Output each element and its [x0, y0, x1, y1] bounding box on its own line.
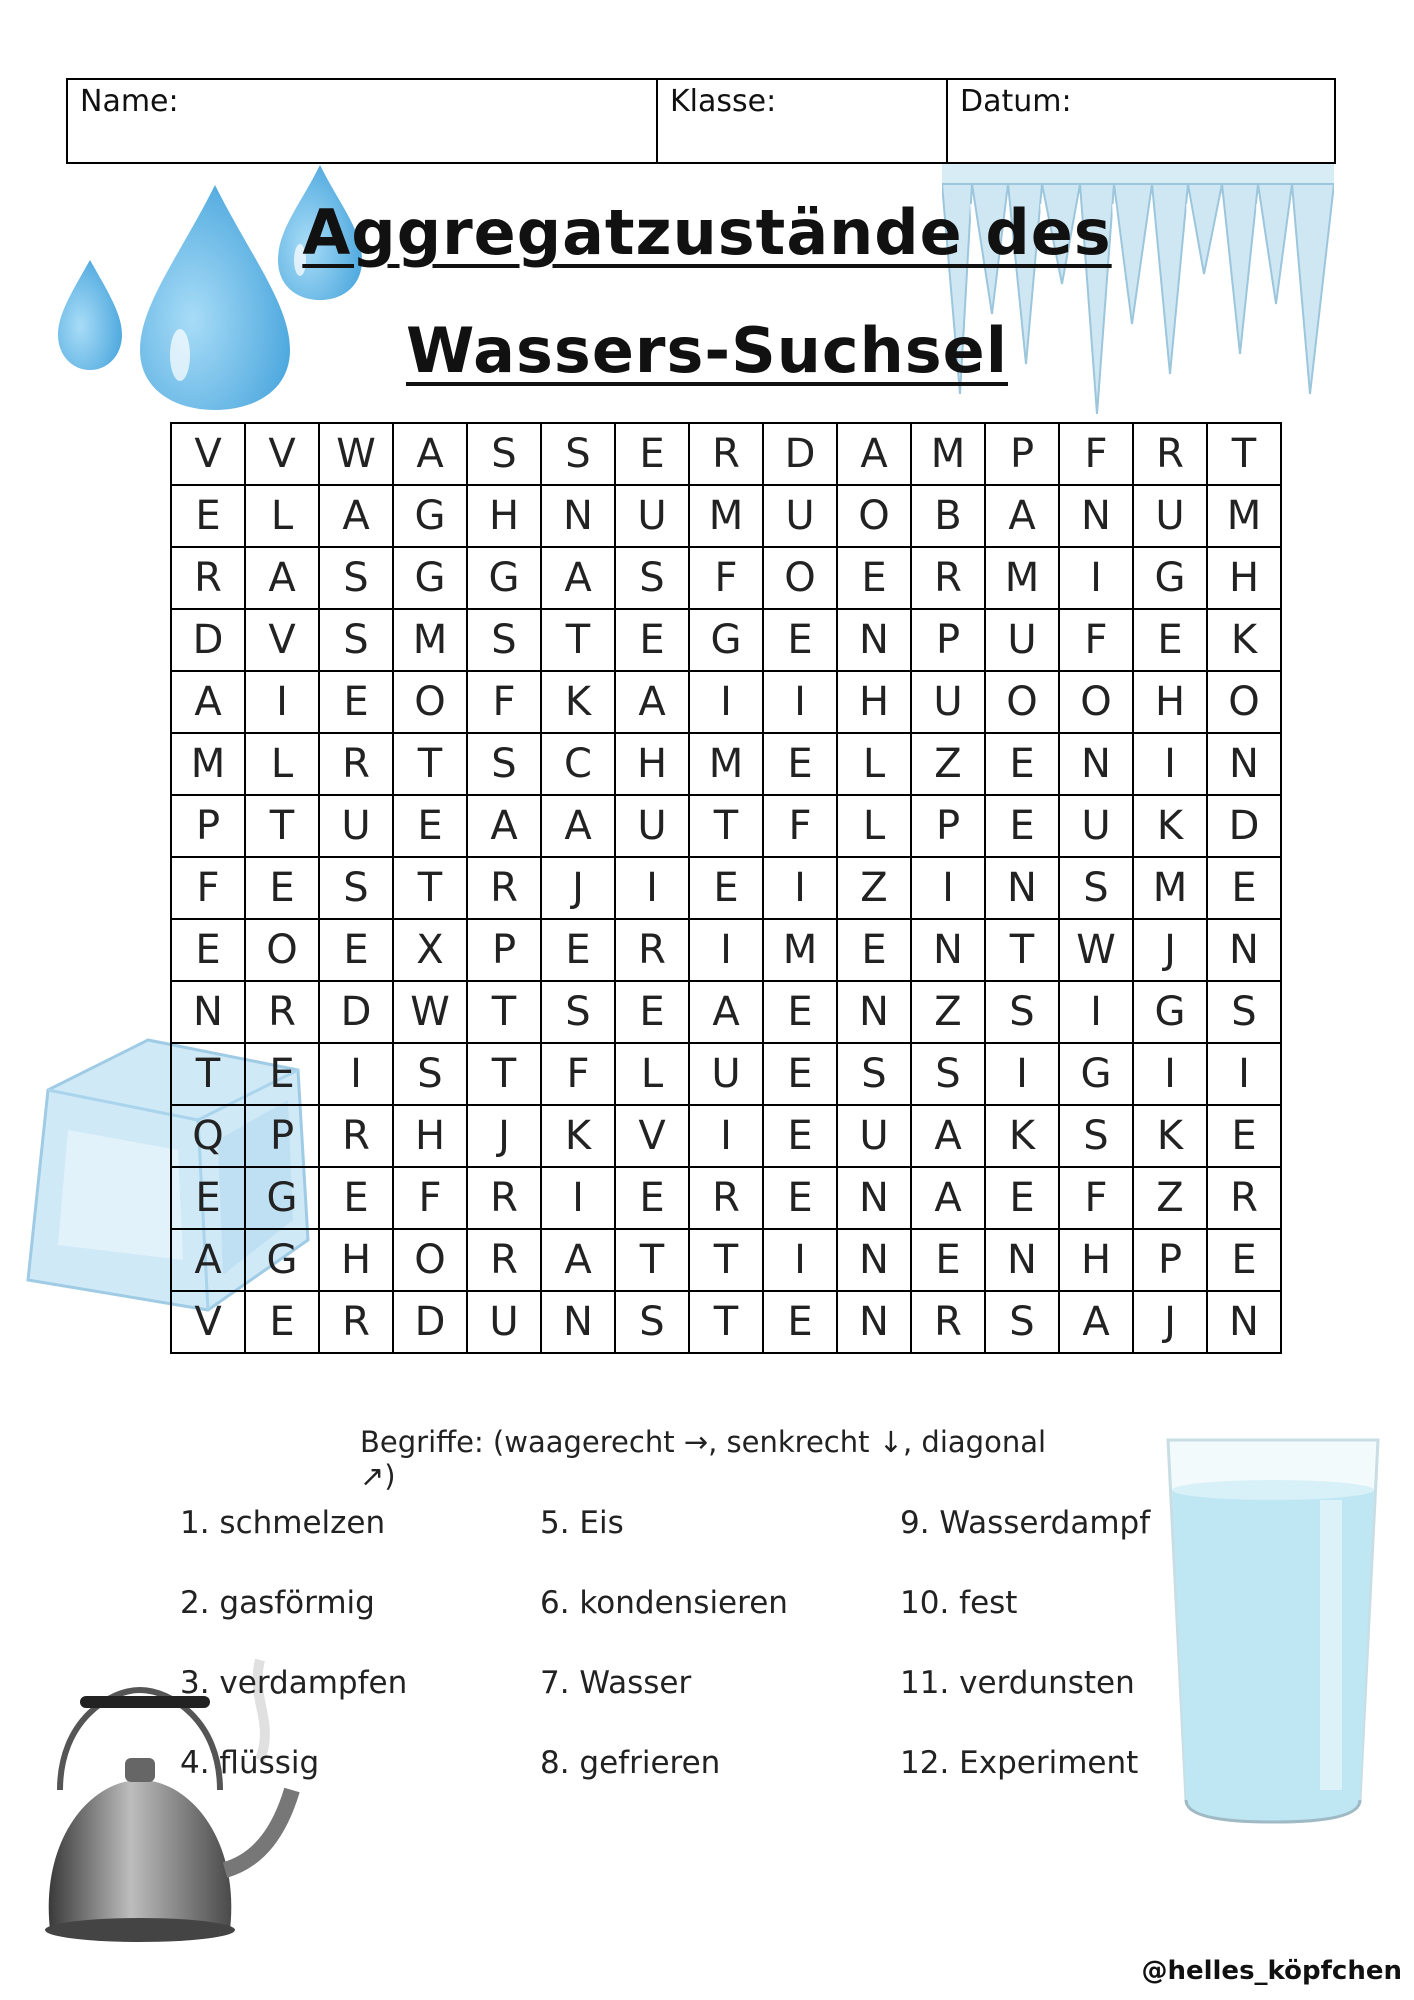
grid-cell[interactable]: E: [763, 1291, 837, 1353]
term-2: 2. gasförmig: [180, 1585, 375, 1621]
grid-cell[interactable]: M: [171, 733, 245, 795]
grid-cell[interactable]: V: [245, 423, 319, 485]
grid-row: [171, 423, 1281, 485]
grid-cell[interactable]: O: [985, 671, 1059, 733]
grid-cell[interactable]: R: [171, 547, 245, 609]
grid-cell[interactable]: E: [763, 1105, 837, 1167]
grid-cell[interactable]: A: [393, 423, 467, 485]
grid-cell[interactable]: N: [837, 981, 911, 1043]
grid-cell[interactable]: T: [689, 795, 763, 857]
grid-cell[interactable]: S: [467, 733, 541, 795]
grid-cell[interactable]: L: [615, 1043, 689, 1105]
grid-cell[interactable]: O: [393, 1229, 467, 1291]
grid-cell[interactable]: S: [1059, 1105, 1133, 1167]
grid-cell[interactable]: S: [319, 857, 393, 919]
grid-cell[interactable]: E: [689, 857, 763, 919]
grid-cell[interactable]: I: [689, 671, 763, 733]
grid-cell[interactable]: I: [689, 919, 763, 981]
grid-cell[interactable]: I: [319, 1043, 393, 1105]
grid-cell[interactable]: N: [985, 1229, 1059, 1291]
grid-cell[interactable]: A: [319, 485, 393, 547]
grid-cell[interactable]: W: [393, 981, 467, 1043]
grid-cell[interactable]: I: [245, 671, 319, 733]
grid-cell[interactable]: D: [1207, 795, 1281, 857]
grid-cell[interactable]: T: [467, 981, 541, 1043]
grid-cell[interactable]: E: [763, 733, 837, 795]
grid-cell[interactable]: E: [319, 1167, 393, 1229]
grid-cell[interactable]: Z: [1133, 1167, 1207, 1229]
grid-cell[interactable]: R: [467, 1229, 541, 1291]
grid-cell[interactable]: S: [319, 547, 393, 609]
grid-cell[interactable]: O: [1207, 671, 1281, 733]
grid-cell[interactable]: L: [245, 733, 319, 795]
grid-cell[interactable]: N: [171, 981, 245, 1043]
grid-cell[interactable]: O: [763, 547, 837, 609]
grid-cell[interactable]: A: [171, 671, 245, 733]
grid-cell[interactable]: D: [171, 609, 245, 671]
grid-cell[interactable]: S: [467, 609, 541, 671]
grid-cell[interactable]: E: [763, 1167, 837, 1229]
grid-row: [171, 1167, 1281, 1229]
grid-cell[interactable]: E: [985, 795, 1059, 857]
grid-cell[interactable]: D: [319, 981, 393, 1043]
grid-cell[interactable]: S: [467, 423, 541, 485]
grid-cell[interactable]: G: [393, 547, 467, 609]
grid-cell[interactable]: Z: [911, 981, 985, 1043]
name-field[interactable]: [68, 80, 658, 162]
term-3: 3. verdampfen: [180, 1665, 408, 1701]
term-4: 4. flüssig: [180, 1745, 320, 1781]
grid-cell[interactable]: T: [985, 919, 1059, 981]
grid-cell[interactable]: U: [985, 609, 1059, 671]
grid-cell[interactable]: E: [615, 423, 689, 485]
grid-row: [171, 1229, 1281, 1291]
grid-cell[interactable]: F: [1059, 423, 1133, 485]
grid-cell[interactable]: E: [171, 919, 245, 981]
grid-cell[interactable]: E: [615, 609, 689, 671]
grid-cell[interactable]: L: [837, 733, 911, 795]
grid-cell[interactable]: I: [911, 857, 985, 919]
class-field[interactable]: [658, 80, 948, 162]
grid-cell[interactable]: E: [615, 1167, 689, 1229]
grid-cell[interactable]: R: [319, 1291, 393, 1353]
grid-cell[interactable]: G: [245, 1167, 319, 1229]
grid-cell[interactable]: E: [837, 919, 911, 981]
grid-cell[interactable]: O: [837, 485, 911, 547]
grid-cell[interactable]: M: [1133, 857, 1207, 919]
grid-cell[interactable]: N: [985, 857, 1059, 919]
class-label: Klasse:: [670, 84, 777, 119]
grid-cell[interactable]: S: [1059, 857, 1133, 919]
grid-cell[interactable]: R: [911, 547, 985, 609]
grid-cell[interactable]: M: [689, 733, 763, 795]
grid-cell[interactable]: V: [171, 1291, 245, 1353]
grid-cell[interactable]: M: [393, 609, 467, 671]
grid-cell[interactable]: U: [911, 671, 985, 733]
grid-cell[interactable]: E: [245, 1043, 319, 1105]
grid-cell[interactable]: E: [615, 981, 689, 1043]
grid-cell[interactable]: P: [245, 1105, 319, 1167]
grid-cell[interactable]: A: [171, 1229, 245, 1291]
grid-cell[interactable]: G: [689, 609, 763, 671]
grid-cell[interactable]: I: [615, 857, 689, 919]
grid-cell[interactable]: U: [319, 795, 393, 857]
grid-row: [171, 547, 1281, 609]
grid-cell[interactable]: R: [319, 733, 393, 795]
grid-cell[interactable]: I: [1133, 733, 1207, 795]
grid-cell[interactable]: N: [837, 1229, 911, 1291]
grid-row: [171, 981, 1281, 1043]
grid-cell[interactable]: E: [985, 733, 1059, 795]
grid-cell[interactable]: R: [467, 857, 541, 919]
grid-cell[interactable]: S: [985, 981, 1059, 1043]
grid-cell[interactable]: H: [837, 671, 911, 733]
title-line-2: Wassers-Suchsel: [406, 314, 1008, 387]
grid-cell[interactable]: C: [541, 733, 615, 795]
grid-cell[interactable]: U: [1133, 485, 1207, 547]
grid-cell[interactable]: E: [1207, 857, 1281, 919]
grid-cell[interactable]: Z: [837, 857, 911, 919]
term-9: 9. Wasserdampf: [900, 1505, 1151, 1541]
grid-cell[interactable]: S: [393, 1043, 467, 1105]
grid-row: [171, 609, 1281, 671]
grid-cell[interactable]: Z: [911, 733, 985, 795]
grid-cell[interactable]: K: [1133, 795, 1207, 857]
grid-cell[interactable]: J: [1133, 1291, 1207, 1353]
grid-cell[interactable]: I: [763, 857, 837, 919]
grid-cell[interactable]: J: [1133, 919, 1207, 981]
grid-cell[interactable]: A: [467, 795, 541, 857]
grid-cell[interactable]: F: [171, 857, 245, 919]
grid-cell[interactable]: P: [467, 919, 541, 981]
water-glass-icon: [1160, 1430, 1386, 1830]
grid-cell[interactable]: H: [467, 485, 541, 547]
grid-cell[interactable]: O: [1059, 671, 1133, 733]
grid-cell[interactable]: V: [615, 1105, 689, 1167]
grid-cell[interactable]: R: [911, 1291, 985, 1353]
grid-cell[interactable]: P: [1133, 1229, 1207, 1291]
grid-cell[interactable]: L: [837, 795, 911, 857]
grid-cell[interactable]: A: [985, 485, 1059, 547]
puzzle-grid: [170, 422, 1282, 1354]
term-5: 5. Eis: [540, 1505, 624, 1541]
grid-cell[interactable]: E: [171, 1167, 245, 1229]
grid-cell[interactable]: N: [1207, 919, 1281, 981]
term-7: 7. Wasser: [540, 1665, 692, 1701]
grid-cell[interactable]: F: [393, 1167, 467, 1229]
grid-cell[interactable]: U: [615, 795, 689, 857]
grid-cell[interactable]: E: [837, 547, 911, 609]
grid-cell[interactable]: F: [467, 671, 541, 733]
name-label: Name:: [80, 84, 179, 119]
grid-cell[interactable]: S: [1207, 981, 1281, 1043]
grid-cell[interactable]: I: [1059, 547, 1133, 609]
grid-cell[interactable]: E: [319, 671, 393, 733]
grid-cell[interactable]: I: [689, 1105, 763, 1167]
grid-cell[interactable]: P: [911, 795, 985, 857]
grid-cell[interactable]: S: [911, 1043, 985, 1105]
grid-row: [171, 1291, 1281, 1353]
grid-row: [171, 1105, 1281, 1167]
grid-cell[interactable]: G: [1133, 981, 1207, 1043]
grid-cell[interactable]: I: [1059, 981, 1133, 1043]
term-10: 10. fest: [900, 1585, 1018, 1621]
grid-cell[interactable]: N: [1059, 733, 1133, 795]
grid-cell[interactable]: R: [689, 1167, 763, 1229]
grid-cell[interactable]: F: [1059, 609, 1133, 671]
grid-cell[interactable]: E: [763, 1043, 837, 1105]
grid-cell[interactable]: H: [1059, 1229, 1133, 1291]
grid-cell[interactable]: K: [541, 1105, 615, 1167]
header-box: [66, 78, 1336, 164]
grid-cell[interactable]: E: [763, 981, 837, 1043]
grid-cell[interactable]: Q: [171, 1105, 245, 1167]
grid-cell[interactable]: A: [541, 547, 615, 609]
grid-cell[interactable]: A: [689, 981, 763, 1043]
grid-cell[interactable]: N: [541, 1291, 615, 1353]
grid-cell[interactable]: N: [1207, 733, 1281, 795]
grid-cell[interactable]: R: [245, 981, 319, 1043]
grid-cell[interactable]: E: [319, 919, 393, 981]
grid-cell[interactable]: H: [1207, 547, 1281, 609]
grid-cell[interactable]: A: [911, 1167, 985, 1229]
grid-cell[interactable]: M: [689, 485, 763, 547]
grid-cell[interactable]: P: [985, 423, 1059, 485]
credit-handle: @helles_köpfchen: [1141, 1956, 1402, 1986]
grid-cell[interactable]: T: [541, 609, 615, 671]
grid-cell[interactable]: N: [1059, 485, 1133, 547]
grid-cell[interactable]: E: [1207, 1229, 1281, 1291]
grid-cell[interactable]: H: [1133, 671, 1207, 733]
grid-cell[interactable]: T: [393, 733, 467, 795]
grid-cell[interactable]: S: [319, 609, 393, 671]
grid-cell[interactable]: T: [467, 1043, 541, 1105]
grid-cell[interactable]: R: [615, 919, 689, 981]
date-field[interactable]: [948, 80, 1334, 162]
grid-cell[interactable]: U: [467, 1291, 541, 1353]
grid-cell[interactable]: T: [615, 1229, 689, 1291]
date-label: Datum:: [960, 84, 1072, 119]
grid-cell[interactable]: B: [911, 485, 985, 547]
grid-cell[interactable]: S: [837, 1043, 911, 1105]
grid-cell[interactable]: T: [393, 857, 467, 919]
grid-cell[interactable]: D: [763, 423, 837, 485]
grid-cell[interactable]: U: [837, 1105, 911, 1167]
grid-cell[interactable]: N: [837, 609, 911, 671]
grid-cell[interactable]: E: [541, 919, 615, 981]
grid-cell[interactable]: R: [689, 423, 763, 485]
grid-cell[interactable]: N: [837, 1167, 911, 1229]
grid-cell[interactable]: U: [763, 485, 837, 547]
grid-row: [171, 857, 1281, 919]
grid-cell[interactable]: O: [393, 671, 467, 733]
grid-cell[interactable]: F: [763, 795, 837, 857]
grid-cell[interactable]: S: [541, 981, 615, 1043]
grid-cell[interactable]: O: [245, 919, 319, 981]
grid-cell[interactable]: E: [911, 1229, 985, 1291]
grid-cell[interactable]: V: [245, 609, 319, 671]
grid-cell[interactable]: R: [467, 1167, 541, 1229]
grid-cell[interactable]: N: [837, 1291, 911, 1353]
grid-cell[interactable]: E: [245, 857, 319, 919]
grid-cell[interactable]: E: [245, 1291, 319, 1353]
grid-cell[interactable]: K: [541, 671, 615, 733]
grid-cell[interactable]: G: [393, 485, 467, 547]
grid-cell[interactable]: S: [615, 547, 689, 609]
grid-cell[interactable]: I: [1133, 1043, 1207, 1105]
grid-cell[interactable]: S: [541, 423, 615, 485]
grid-cell[interactable]: U: [689, 1043, 763, 1105]
grid-cell[interactable]: T: [171, 1043, 245, 1105]
grid-cell[interactable]: X: [393, 919, 467, 981]
grid-cell[interactable]: L: [245, 485, 319, 547]
grid-cell[interactable]: S: [985, 1291, 1059, 1353]
grid-cell[interactable]: W: [319, 423, 393, 485]
grid-cell[interactable]: A: [837, 423, 911, 485]
grid-cell[interactable]: A: [245, 547, 319, 609]
grid-cell[interactable]: M: [763, 919, 837, 981]
grid-cell[interactable]: P: [911, 609, 985, 671]
grid-cell[interactable]: F: [689, 547, 763, 609]
grid-cell[interactable]: T: [689, 1229, 763, 1291]
grid-cell[interactable]: R: [319, 1105, 393, 1167]
grid-cell[interactable]: H: [319, 1229, 393, 1291]
grid-cell[interactable]: M: [911, 423, 985, 485]
grid-cell[interactable]: F: [1059, 1167, 1133, 1229]
grid-row: [171, 485, 1281, 547]
grid-cell[interactable]: A: [615, 671, 689, 733]
grid-cell[interactable]: E: [1207, 1105, 1281, 1167]
grid-cell[interactable]: T: [245, 795, 319, 857]
grid-cell[interactable]: T: [1207, 423, 1281, 485]
grid-cell[interactable]: H: [615, 733, 689, 795]
grid-row: [171, 919, 1281, 981]
grid-cell[interactable]: E: [393, 795, 467, 857]
grid-row: [171, 671, 1281, 733]
grid-cell[interactable]: A: [911, 1105, 985, 1167]
grid-row: [171, 733, 1281, 795]
grid-cell[interactable]: I: [763, 671, 837, 733]
grid-cell[interactable]: G: [467, 547, 541, 609]
grid-cell[interactable]: E: [763, 609, 837, 671]
term-8: 8. gefrieren: [540, 1745, 721, 1781]
term-11: 11. verdunsten: [900, 1665, 1135, 1701]
grid-cell[interactable]: N: [911, 919, 985, 981]
grid-cell[interactable]: J: [541, 857, 615, 919]
grid-cell[interactable]: I: [763, 1229, 837, 1291]
grid-cell[interactable]: U: [615, 485, 689, 547]
grid-cell[interactable]: T: [689, 1291, 763, 1353]
grid-cell[interactable]: I: [541, 1167, 615, 1229]
grid-cell[interactable]: M: [985, 547, 1059, 609]
term-6: 6. kondensieren: [540, 1585, 788, 1621]
grid-row: [171, 1043, 1281, 1105]
grid-cell[interactable]: A: [541, 795, 615, 857]
grid-cell[interactable]: N: [1207, 1291, 1281, 1353]
grid-cell[interactable]: I: [985, 1043, 1059, 1105]
grid-cell[interactable]: H: [393, 1105, 467, 1167]
title-line-1: Aggregatzustände des: [302, 196, 1112, 269]
grid-cell[interactable]: K: [1207, 609, 1281, 671]
grid-cell[interactable]: A: [1059, 1291, 1133, 1353]
grid-cell[interactable]: M: [1207, 485, 1281, 547]
grid-cell[interactable]: D: [393, 1291, 467, 1353]
terms-heading: Begriffe: (waagerecht →, senkrecht ↓, diagonal ↗): [360, 1425, 1047, 1493]
grid-cell[interactable]: E: [171, 485, 245, 547]
term-1: 1. schmelzen: [180, 1505, 386, 1541]
grid-cell[interactable]: W: [1059, 919, 1133, 981]
grid-cell[interactable]: I: [1207, 1043, 1281, 1105]
grid-cell[interactable]: K: [985, 1105, 1059, 1167]
grid-cell[interactable]: S: [615, 1291, 689, 1353]
grid-row: [171, 795, 1281, 857]
grid-cell[interactable]: R: [1133, 423, 1207, 485]
grid-cell[interactable]: J: [467, 1105, 541, 1167]
grid-cell[interactable]: N: [541, 485, 615, 547]
grid-cell[interactable]: E: [1133, 609, 1207, 671]
grid-cell[interactable]: A: [541, 1229, 615, 1291]
grid-cell[interactable]: U: [1059, 795, 1133, 857]
grid-cell[interactable]: V: [171, 423, 245, 485]
grid-cell[interactable]: E: [985, 1167, 1059, 1229]
grid-cell[interactable]: G: [1133, 547, 1207, 609]
grid-cell[interactable]: G: [1059, 1043, 1133, 1105]
grid-cell[interactable]: P: [171, 795, 245, 857]
grid-cell[interactable]: K: [1133, 1105, 1207, 1167]
grid-cell[interactable]: G: [245, 1229, 319, 1291]
grid-cell[interactable]: F: [541, 1043, 615, 1105]
term-12: 12. Experiment: [900, 1745, 1139, 1781]
grid-cell[interactable]: R: [1207, 1167, 1281, 1229]
